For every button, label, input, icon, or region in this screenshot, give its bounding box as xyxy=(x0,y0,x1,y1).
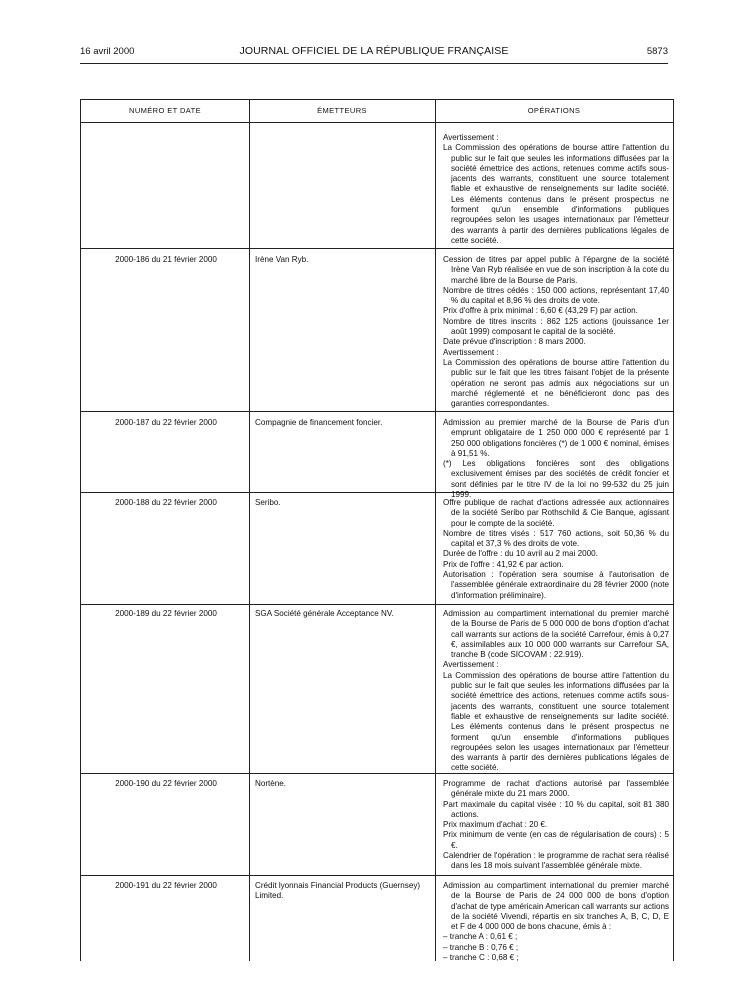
row-divider xyxy=(81,875,673,876)
column-divider xyxy=(435,100,436,961)
operation-line: Offre publique de rachat d'actions adressée aux actionnaires de la société Seribo par Rothschild & Cie Banque, agissant pour le compte de la société. xyxy=(443,498,669,528)
table-row-operations xyxy=(443,609,669,774)
column-header-operations: OPÉRATIONS xyxy=(527,106,581,115)
operation-line: Prix minimum de vente (en cas de régularisation de cours) : 5 €. xyxy=(443,830,669,850)
row-divider xyxy=(81,411,673,412)
row-numero: 2000-186 du 21 février 2000 xyxy=(115,255,217,264)
operation-line: Nombre de titres cédés : 150 000 actions, représentant 17,40 % du capital et 8,96 % des droits de vote. xyxy=(443,285,669,306)
operation-line: Cession de titres par appel public à l'épargne de la société Irène Van Ryb réalisée en vue de son inscription à la cote du marché libre de la Bourse de Paris. xyxy=(443,255,669,285)
operation-line: Prix d'offre à prix minimal : 6,60 € (43,29 F) par action. xyxy=(443,306,638,316)
operation-line: Prix de l'offre : 41,92 € par action. xyxy=(443,559,564,569)
table-row-operations xyxy=(443,881,669,963)
row-emetteur: Seribo. xyxy=(255,498,281,507)
row-emetteur: SGA Société générale Acceptance NV. xyxy=(255,609,394,618)
page-header xyxy=(80,44,668,60)
table-row-operations xyxy=(443,255,669,409)
operation-line: La Commission des opérations de bourse attire l'attention du public sur le fait que seules les informations diffusées par la société émettrice des actions, retenues comme actifs sous-jacents des warrants, constituent une source totalement fiable et exhaustive de renseignements sur ladite société. Les éléments contenus dans le présent prospectus ne forment qu'un ensemble d'informations publiques regroupées selon les usages internationaux par l'émetteur des warrants à partir des dernières publications légales de cette société. xyxy=(443,143,669,245)
row-numero: 2000-189 du 22 février 2000 xyxy=(115,609,217,618)
operation-line: Prix maximum d'achat : 20 €. xyxy=(443,820,548,830)
operation-line: Durée de l'offre : du 10 avril au 2 mai 2000. xyxy=(443,549,598,559)
operation-line: Admission au premier marché de la Bourse de Paris d'un emprunt obligataire de 1 250 000 000 € représenté par 1 250 000 obligations foncières (*) de 1 000 € nominal, émises à 91,51 %. xyxy=(443,418,669,458)
table-row-operations xyxy=(443,418,669,500)
operation-line: Avertissement : xyxy=(443,133,499,142)
row-emetteur: Crédit lyonnais Financial Products (Guernsey) Limited. xyxy=(255,881,421,901)
column-divider xyxy=(249,100,250,961)
row-divider xyxy=(81,122,673,123)
operation-line: Avertissement : xyxy=(443,660,499,670)
page-number: 5873 xyxy=(646,46,668,57)
row-emetteur: Compagnie de financement foncier. xyxy=(255,418,383,427)
row-numero: 2000-190 du 22 février 2000 xyxy=(115,779,217,788)
journal-title: JOURNAL OFFICIEL DE LA RÉPUBLIQUE FRANÇAISE xyxy=(239,45,509,57)
row-emetteur: Irène Van Ryb. xyxy=(255,255,309,264)
header-rule xyxy=(80,63,668,64)
operation-line: Admission au compartiment international du premier marché de la Bourse de Paris de 24 000 000 de bons d'option d'achat de type américain American call warrants sur actions de la société Vivendi, répartis en six tranches A, B, C, D, E et F de 4 000 000 de bons chacune, émis à : xyxy=(443,881,669,932)
operation-line: Calendrier de l'opération : le programme de rachat sera réalisé dans les 18 mois suivant l'assemblée générale mixte. xyxy=(443,851,669,871)
operation-line: Date prévue d'inscription : 8 mars 2000. xyxy=(443,337,586,347)
operation-line: Nombre de titres visés : 517 760 actions, soit 50,36 % du capital et 37,3 % des droits de vote. xyxy=(443,528,669,549)
publication-date: 16 avril 2000 xyxy=(80,46,135,57)
column-header-emetteurs: ÉMETTEURS xyxy=(317,106,367,115)
table-row-operations xyxy=(443,779,669,872)
row-numero: 2000-187 du 22 février 2000 xyxy=(115,418,217,427)
operation-line: – tranche A : 0,61 € ; xyxy=(443,932,518,942)
operation-line: Part maximale du capital visée : 10 % du capital, soit 81 380 actions. xyxy=(443,799,669,819)
operation-line: Autorisation : l'opération sera soumise à l'autorisation de l'assemblée générale extraordinaire du 28 février 2000 (note d'information préliminaire). xyxy=(443,570,669,600)
operation-line: Avertissement : xyxy=(443,347,499,357)
operation-line: – tranche B : 0,76 € ; xyxy=(443,942,519,952)
table-row-operations xyxy=(443,133,669,246)
operation-line: La Commission des opérations de bourse attire l'attention du public sur le fait que les titres faisant l'objet de la présente opération ne seront pas admis aux négociations sur un marché réglementé et ne bénéficieront donc pas des garanties correspondantes. xyxy=(443,357,669,409)
operation-line: La Commission des opérations de bourse attire l'attention du public sur le fait que seules les informations diffusées par la société émettrice des actions, retenues comme actifs sous-jacents des warrants, constituent une source totalement fiable et exhaustive de renseignements sur ladite société. Les éléments contenus dans le présent prospectus ne forment qu'un ensemble d'informations publiques regroupées selon les usages internationaux par l'émetteur des warrants à partir des dernières publications légales de cette société. xyxy=(443,670,669,773)
operation-line: Admission au compartiment international du premier marché de la Bourse de Paris de 5 000 000 de bons d'option d'achat call warrants sur actions de la société Carrefour, émis à 0,27 €, assimilables aux 10 000 000 warrants sur Carrefour SA, tranche B (code SICOVAM : 22.919). xyxy=(443,609,669,660)
table-row-operations xyxy=(443,498,669,601)
row-numero: 2000-191 du 22 février 2000 xyxy=(115,881,217,890)
row-divider xyxy=(81,248,673,249)
operation-line: Programme de rachat d'actions autorisé par l'assemblée générale mixte du 21 mars 2000. xyxy=(443,779,669,799)
row-divider xyxy=(81,604,673,605)
row-emetteur: Nortène. xyxy=(255,779,287,788)
operation-line: Nombre de titres inscrits : 862 125 actions (jouissance 1er août 1999) composant le capital de la société. xyxy=(443,316,669,337)
row-numero: 2000-188 du 22 février 2000 xyxy=(115,498,217,507)
column-header-numero: NUMÉRO ET DATE xyxy=(129,106,201,115)
operation-line: (*) Les obligations foncières sont des obligations exclusivement émises par des sociétés de crédit foncier et sont définies par le titre IV de la loi no 99-532 du 25 juin 1999. xyxy=(443,459,669,500)
operation-line: – tranche C : 0,68 € ; xyxy=(443,953,519,963)
operations-table xyxy=(80,99,674,961)
